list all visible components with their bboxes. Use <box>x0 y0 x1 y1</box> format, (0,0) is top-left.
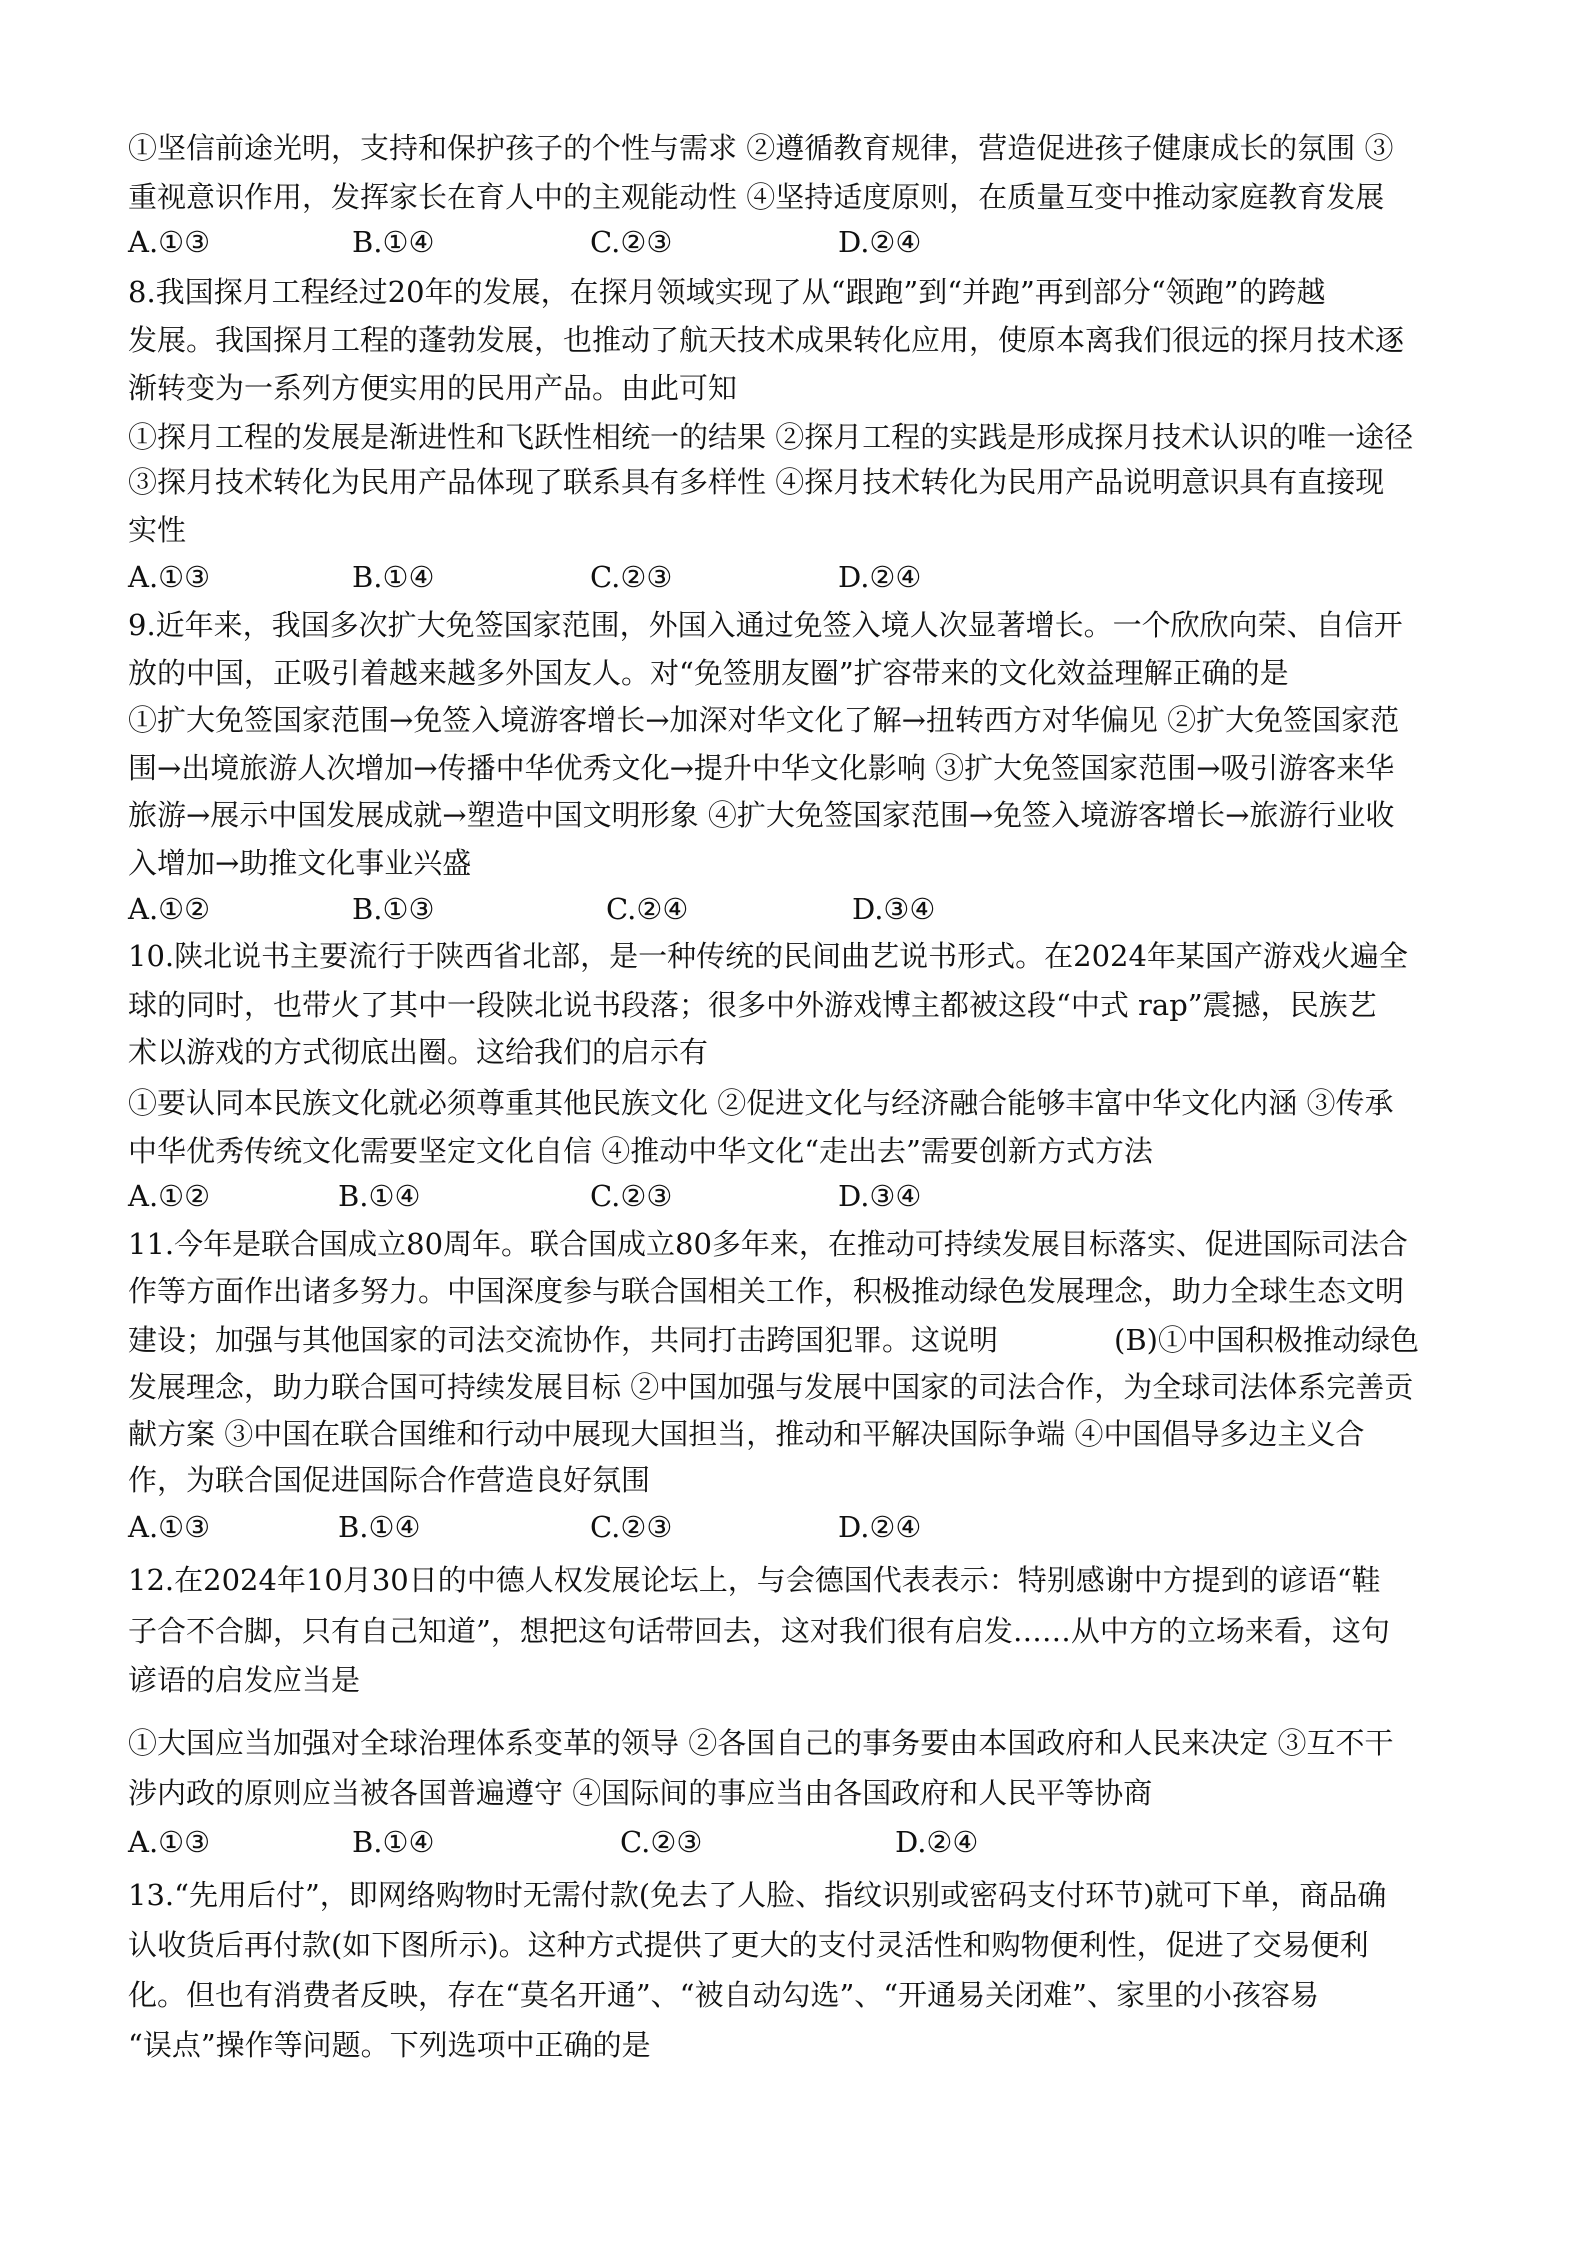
text-line: 涉内政的原则应当被各国普遍遵守 ④国际间的事应当由各国政府和人民平等协商 <box>128 1776 1153 1810</box>
text-line: 认收货后再付款(如下图所示)。这种方式提供了更大的支付灵活性和购物便利性，促进了交易便利 <box>128 1928 1369 1962</box>
text-line: “误点”操作等问题。下列选项中正确的是 <box>128 2028 651 2062</box>
text-line: 渐转变为一系列方便实用的民用产品。由此可知 <box>128 371 738 405</box>
text-line: ①大国应当加强对全球治理体系变革的领导 ②各国自己的事务要由本国政府和人民来决定 ③互不干 <box>128 1726 1394 1760</box>
text-line: 实性 <box>128 513 187 547</box>
text-line: 术以游戏的方式彻底出圈。这给我们的启示有 <box>128 1035 709 1069</box>
text-line: 中华优秀传统文化需要坚定文化自信 ④推动中华文化“走出去”需要创新方式方法 <box>128 1134 1153 1168</box>
question-8-stem: 8.我国探月工程经过20年的发展，在探月领域实现了从“跟跑”到“并跑”再到部分“领跑”的跨越 <box>128 275 1326 309</box>
option-a: A.①③ <box>128 1825 211 1859</box>
text-line: 放的中国，正吸引着越来越多外国友人。对“免签朋友圈”扩容带来的文化效益理解正确的是 <box>128 656 1289 690</box>
text-line: 入增加→助推文化事业兴盛 <box>128 846 472 880</box>
option-b: B.①④ <box>352 560 435 594</box>
option-b: B.①③ <box>352 892 435 926</box>
option-d: D.②④ <box>838 560 922 594</box>
text-line: ③探月技术转化为民用产品体现了联系具有多样性 ④探月技术转化为民用产品说明意识具有直接现 <box>128 465 1385 499</box>
text-line: ①要认同本民族文化就必须尊重其他民族文化 ②促进文化与经济融合能够丰富中华文化内涵 ③传承 <box>128 1086 1394 1120</box>
option-a: A.①③ <box>128 1510 211 1544</box>
option-d: D.③④ <box>838 1179 922 1213</box>
option-d: D.②④ <box>838 225 922 259</box>
option-d: D.②④ <box>895 1825 979 1859</box>
option-c: C.②③ <box>590 560 673 594</box>
question-9-stem: 9.近年来，我国多次扩大免签国家范围，外国入通过免签入境人次显著增长。一个欣欣向荣、自信开 <box>128 608 1403 642</box>
question-11-stem: 11.今年是联合国成立80周年。联合国成立80多年来，在推动可持续发展目标落实、促进国际司法合 <box>128 1227 1408 1261</box>
text-line: ①扩大免签国家范围→免签入境游客增长→加深对华文化了解→扭转西方对华偏见 ②扩大免签国家范 <box>128 703 1400 737</box>
option-c: C.②③ <box>590 1510 673 1544</box>
option-a: A.①② <box>128 892 211 926</box>
text-line: ①探月工程的发展是渐进性和飞跃性相统一的结果 ②探月工程的实践是形成探月技术认识的唯一途径 <box>128 420 1414 454</box>
text-line: 化。但也有消费者反映，存在“莫名开通”、“被自动勾选”、“开通易关闭难”、家里的小孩容易 <box>128 1978 1319 2012</box>
text-line: 围→出境旅游人次增加→传播中华优秀文化→提升中华文化影响 ③扩大免签国家范围→吸引游客来华 <box>128 751 1395 785</box>
option-a: A.①② <box>128 1179 211 1213</box>
text-line: 谚语的启发应当是 <box>128 1663 361 1697</box>
question-13-stem: 13.“先用后付”，即网络购物时无需付款(免去了人脸、指纹识别或密码支付环节)就可下单，商品确 <box>128 1878 1387 1912</box>
option-b: B.①④ <box>338 1510 421 1544</box>
option-b: B.①④ <box>352 225 435 259</box>
text-line: 作，为联合国促进国际合作营造良好氛围 <box>128 1463 651 1497</box>
text-line: 建设；加强与其他国家的司法交流协作，共同打击跨国犯罪。这说明 (B)①中国积极推动绿色 <box>128 1323 1419 1357</box>
option-b: B.①④ <box>338 1179 421 1213</box>
text-line: 子合不合脚，只有自己知道”，想把这句话带回去，这对我们很有启发……从中方的立场来看，这句 <box>128 1614 1390 1648</box>
option-d: D.③④ <box>852 892 936 926</box>
option-d: D.②④ <box>838 1510 922 1544</box>
option-c: C.②③ <box>590 1179 673 1213</box>
text-line: ①坚信前途光明，支持和保护孩子的个性与需求 ②遵循教育规律，营造促进孩子健康成长的氛围 ③ <box>128 131 1394 165</box>
text-line: 球的同时，也带火了其中一段陕北说书段落；很多中外游戏博主都被这段“中式 rap”震撼，民族艺 <box>128 988 1377 1022</box>
text-line: 重视意识作用，发挥家长在育人中的主观能动性 ④坚持适度原则，在质量互变中推动家庭教育发展 <box>128 180 1385 214</box>
text-line: 献方案 ③中国在联合国维和行动中展现大国担当，推动和平解决国际争端 ④中国倡导多边主义合 <box>128 1417 1365 1451</box>
option-c: C.②④ <box>606 892 689 926</box>
question-10-stem: 10.陕北说书主要流行于陕西省北部，是一种传统的民间曲艺说书形式。在2024年某国产游戏火遍全 <box>128 939 1408 973</box>
option-a: A.①③ <box>128 225 211 259</box>
option-c: C.②③ <box>620 1825 703 1859</box>
text-line: 作等方面作出诸多努力。中国深度参与联合国相关工作，积极推动绿色发展理念，助力全球生态文明 <box>128 1274 1405 1308</box>
option-b: B.①④ <box>352 1825 435 1859</box>
option-c: C.②③ <box>590 225 673 259</box>
text-line: 旅游→展示中国发展成就→塑造中国文明形象 ④扩大免签国家范围→免签入境游客增长→旅游行业收 <box>128 798 1395 832</box>
text-line: 发展。我国探月工程的蓬勃发展，也推动了航天技术成果转化应用，使原本离我们很远的探月技术逐 <box>128 323 1405 357</box>
text-line: 发展理念，助力联合国可持续发展目标 ②中国加强与发展中国家的司法合作，为全球司法体系完善贡 <box>128 1370 1414 1404</box>
question-12-stem: 12.在2024年10月30日的中德人权发展论坛上，与会德国代表表示：特别感谢中方提到的谚语“鞋 <box>128 1563 1381 1597</box>
option-a: A.①③ <box>128 560 211 594</box>
